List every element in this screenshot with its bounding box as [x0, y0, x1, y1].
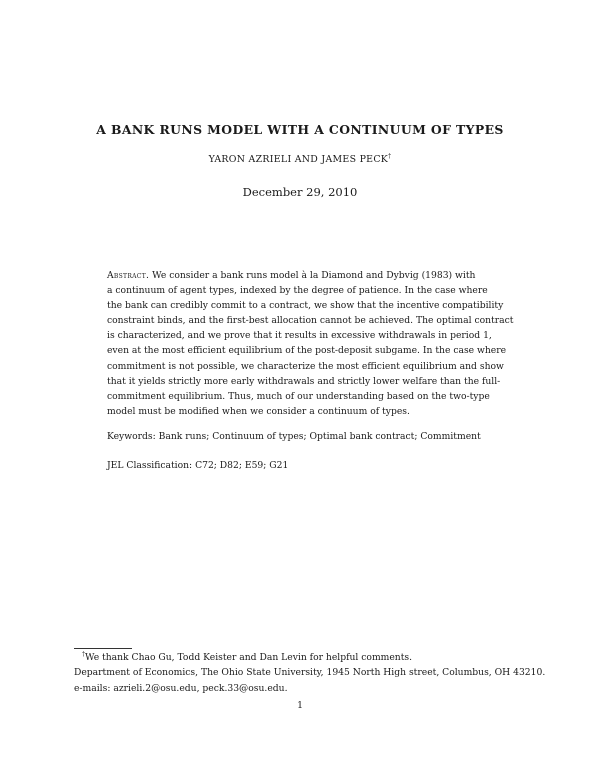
- abstract-line: that it yields strictly more early withdrawals and strictly lower welfare than the full-: [107, 375, 501, 387]
- abstract-line-text: We consider a bank runs model à la Diamond and Dybvig (1983) with: [152, 270, 476, 281]
- abstract-line: model must be modified when we consider a continuum of types.: [107, 405, 410, 417]
- abstract-line: is characterized, and we prove that it results in excessive withdrawals in period 1,: [107, 330, 492, 342]
- paper-title: A BANK RUNS MODEL WITH A CONTINUUM OF TYPES: [96, 122, 504, 137]
- abstract-line: even at the most efficient equilibrium of the post-deposit subgame. In the case where: [107, 345, 507, 357]
- jel-classification: JEL Classification: C72; D82; E59; G21: [107, 460, 289, 471]
- footnote-rule: [74, 648, 132, 649]
- abstract-line: commitment equilibrium. Thus, much of our understanding based on the two-type: [107, 390, 490, 402]
- footnote-emails: e-mails: azrieli.2@osu.edu, peck.33@osu.edu.: [74, 683, 288, 694]
- paper-date: December 29, 2010: [242, 185, 358, 199]
- footnote-thanks-text: We thank Chao Gu, Todd Keister and Dan Levin for helpful comments.: [85, 652, 413, 663]
- abstract-line: commitment is not possible, we characterize the most efficient equilibrium and show: [107, 360, 504, 372]
- footnote-mark: †: [82, 651, 85, 658]
- authors-footnote-mark: †: [388, 153, 392, 160]
- authors-names: YARON AZRIELI AND JAMES PECK: [208, 154, 389, 165]
- footnote-thanks: [82, 651, 412, 663]
- abstract-line: the bank can credibly commit to a contract, we show that the incentive compatibility: [107, 300, 504, 312]
- abstract-line: a continuum of agent types, indexed by the degree of patience. In the case where: [107, 285, 488, 297]
- abstract-line: [107, 268, 475, 283]
- paper-authors: [0, 153, 600, 165]
- abstract: [107, 268, 514, 419]
- page-number: 1: [297, 700, 303, 711]
- abstract-line: constraint binds, and the first-best allocation cannot be achieved. The optimal contract: [107, 315, 514, 327]
- footnote-affiliation: Department of Economics, The Ohio State University, 1945 North High street, Columbus, OH 43210.: [74, 667, 546, 678]
- keywords: Keywords: Bank runs; Continuum of types; Optimal bank contract; Commitment: [107, 431, 481, 442]
- abstract-label: Abstract.: [107, 270, 150, 281]
